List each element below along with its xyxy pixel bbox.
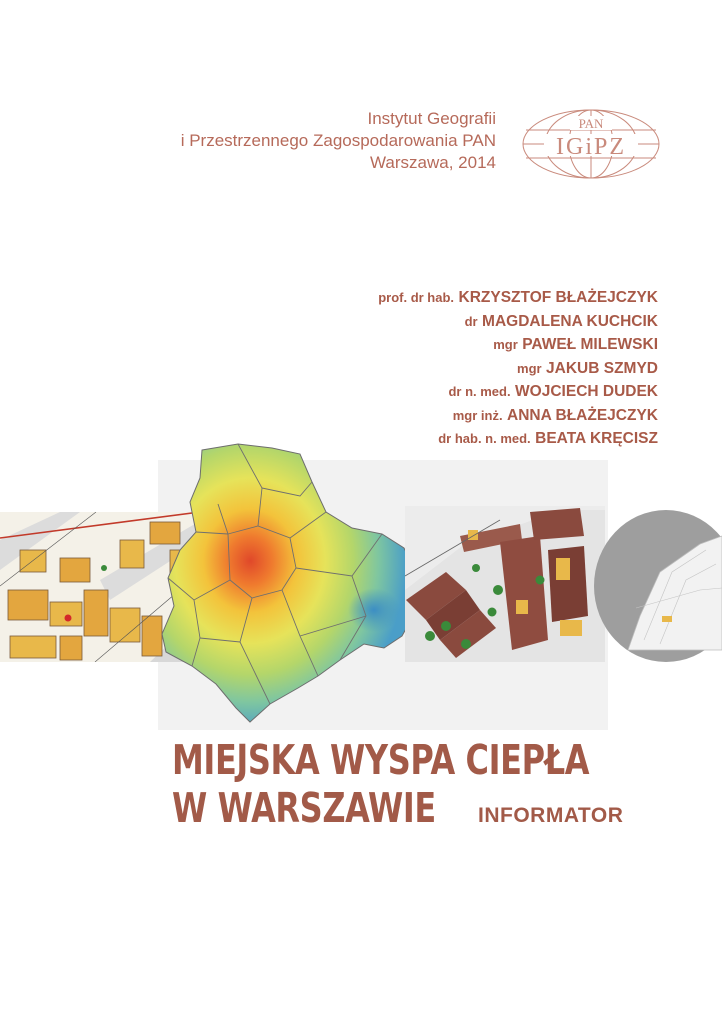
author-line — [98, 380, 658, 404]
title-line2: W WARSZAWIE — [172, 784, 436, 832]
author-name: WOJCIECH DUDEK — [515, 383, 658, 400]
author-degree: mgr inż. — [452, 407, 503, 423]
author-degree: mgr — [493, 337, 518, 352]
author-degree: dr n. med. — [448, 384, 511, 399]
author-name: JAKUB SZMYD — [546, 359, 658, 377]
author-name: KRZYSZTOF BŁAŻEJCZYK — [458, 289, 658, 306]
author-line — [98, 333, 658, 357]
author-line — [98, 310, 658, 334]
sky-view-diagram — [594, 510, 722, 662]
cover-illustration-strip — [0, 440, 722, 730]
author-line — [98, 357, 658, 381]
author-name: BEATA KRĘCISZ — [535, 430, 658, 447]
author-name: MAGDALENA KUCHCIK — [482, 312, 658, 330]
urban-block-model-image — [405, 506, 605, 662]
author-degree: prof. dr hab. — [378, 290, 455, 305]
author-degree: dr hab. n. med. — [438, 431, 531, 446]
title-line1: MIEJSKA WYSPA CIEPŁA — [172, 736, 590, 784]
author-name: ANNA BŁAŻEJCZYK — [507, 406, 658, 424]
author-line — [98, 286, 658, 310]
authors-list — [98, 286, 658, 451]
igipz-pan-logo — [520, 108, 662, 180]
institute-name-line1: Instytut Geografii — [367, 109, 496, 128]
institute-block — [76, 108, 496, 174]
author-degree: mgr — [517, 360, 542, 376]
institute-place-year: Warszawa, 2014 — [370, 153, 496, 172]
publication-subtitle: INFORMATOR — [478, 804, 624, 827]
author-degree: dr — [464, 313, 478, 329]
author-name: PAWEŁ MILEWSKI — [522, 336, 658, 353]
author-line — [98, 404, 658, 428]
institute-name-line2: i Przestrzennego Zagospodarowania PAN — [180, 131, 496, 150]
logo-pan-text: PAN — [578, 116, 604, 131]
logo-igipz-text: IGiPZ — [556, 134, 626, 160]
